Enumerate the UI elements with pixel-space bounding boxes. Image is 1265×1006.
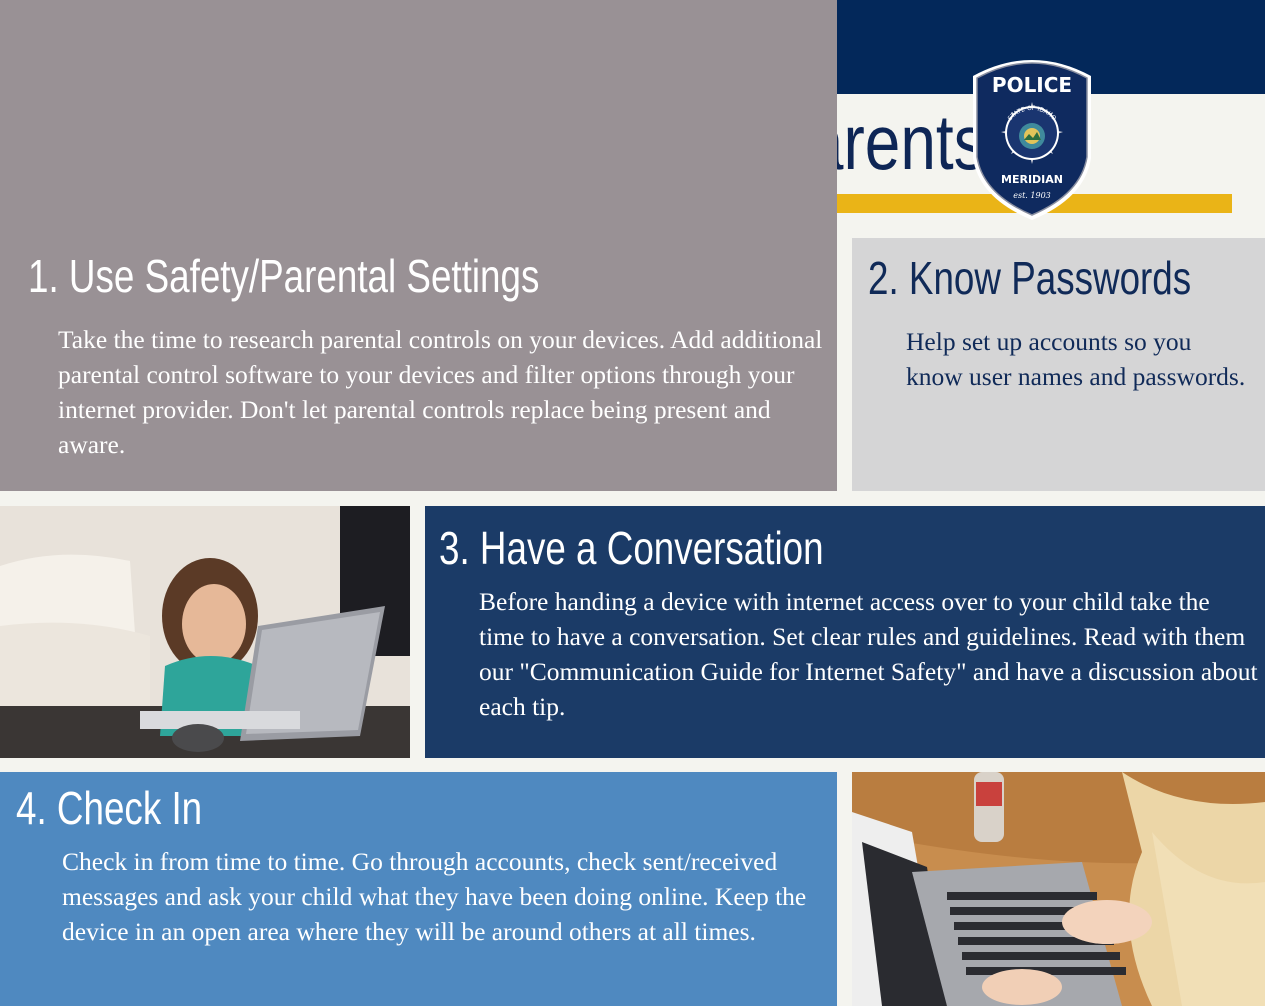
tip-3-heading: 3. Have a Conversation [439, 522, 824, 574]
tip-3-panel [425, 506, 1265, 758]
badge-ring-text: STATE OF IDAHO [1006, 104, 1058, 123]
photo-person-typing-laptop [852, 772, 1265, 1006]
tip-1-body: Take the time to research parental controls on your devices. Add additional parental control software to your devices and filter options through your internet provider. Don't let parental controls replace being present and aware. [58, 325, 823, 459]
tip-2-panel [852, 238, 1265, 491]
badge-bottom-text: MERIDIAN [1001, 173, 1063, 186]
tip-1-heading: 1. Use Safety/Parental Settings [28, 250, 540, 302]
page-title: Parents [765, 98, 986, 186]
tip-4-panel [0, 772, 837, 1006]
tip-2-heading: 2. Know Passwords [868, 252, 1192, 304]
tip-2-body: Help set up accounts so you know user names and passwords. [906, 327, 1246, 391]
tip-3-body: Before handing a device with internet access over to your child take the time to have a conversation. Set clear rules and guidelines. Read with them our "Communication Guide for Internet Safety" and have a discussion about each tip. [479, 587, 1258, 721]
tip-4-body: Check in from time to time. Go through accounts, check sent/received messages and ask your child what they have been doing online. Keep the device in an open area where they will be around others at all times. [62, 847, 807, 946]
photo-girl-with-laptop [0, 506, 410, 758]
badge-est-text: est. 1903 [1013, 191, 1051, 200]
badge-top-text: POLICE [991, 73, 1073, 97]
police-badge [965, 50, 1099, 225]
tip-4-heading: 4. Check In [16, 782, 203, 834]
